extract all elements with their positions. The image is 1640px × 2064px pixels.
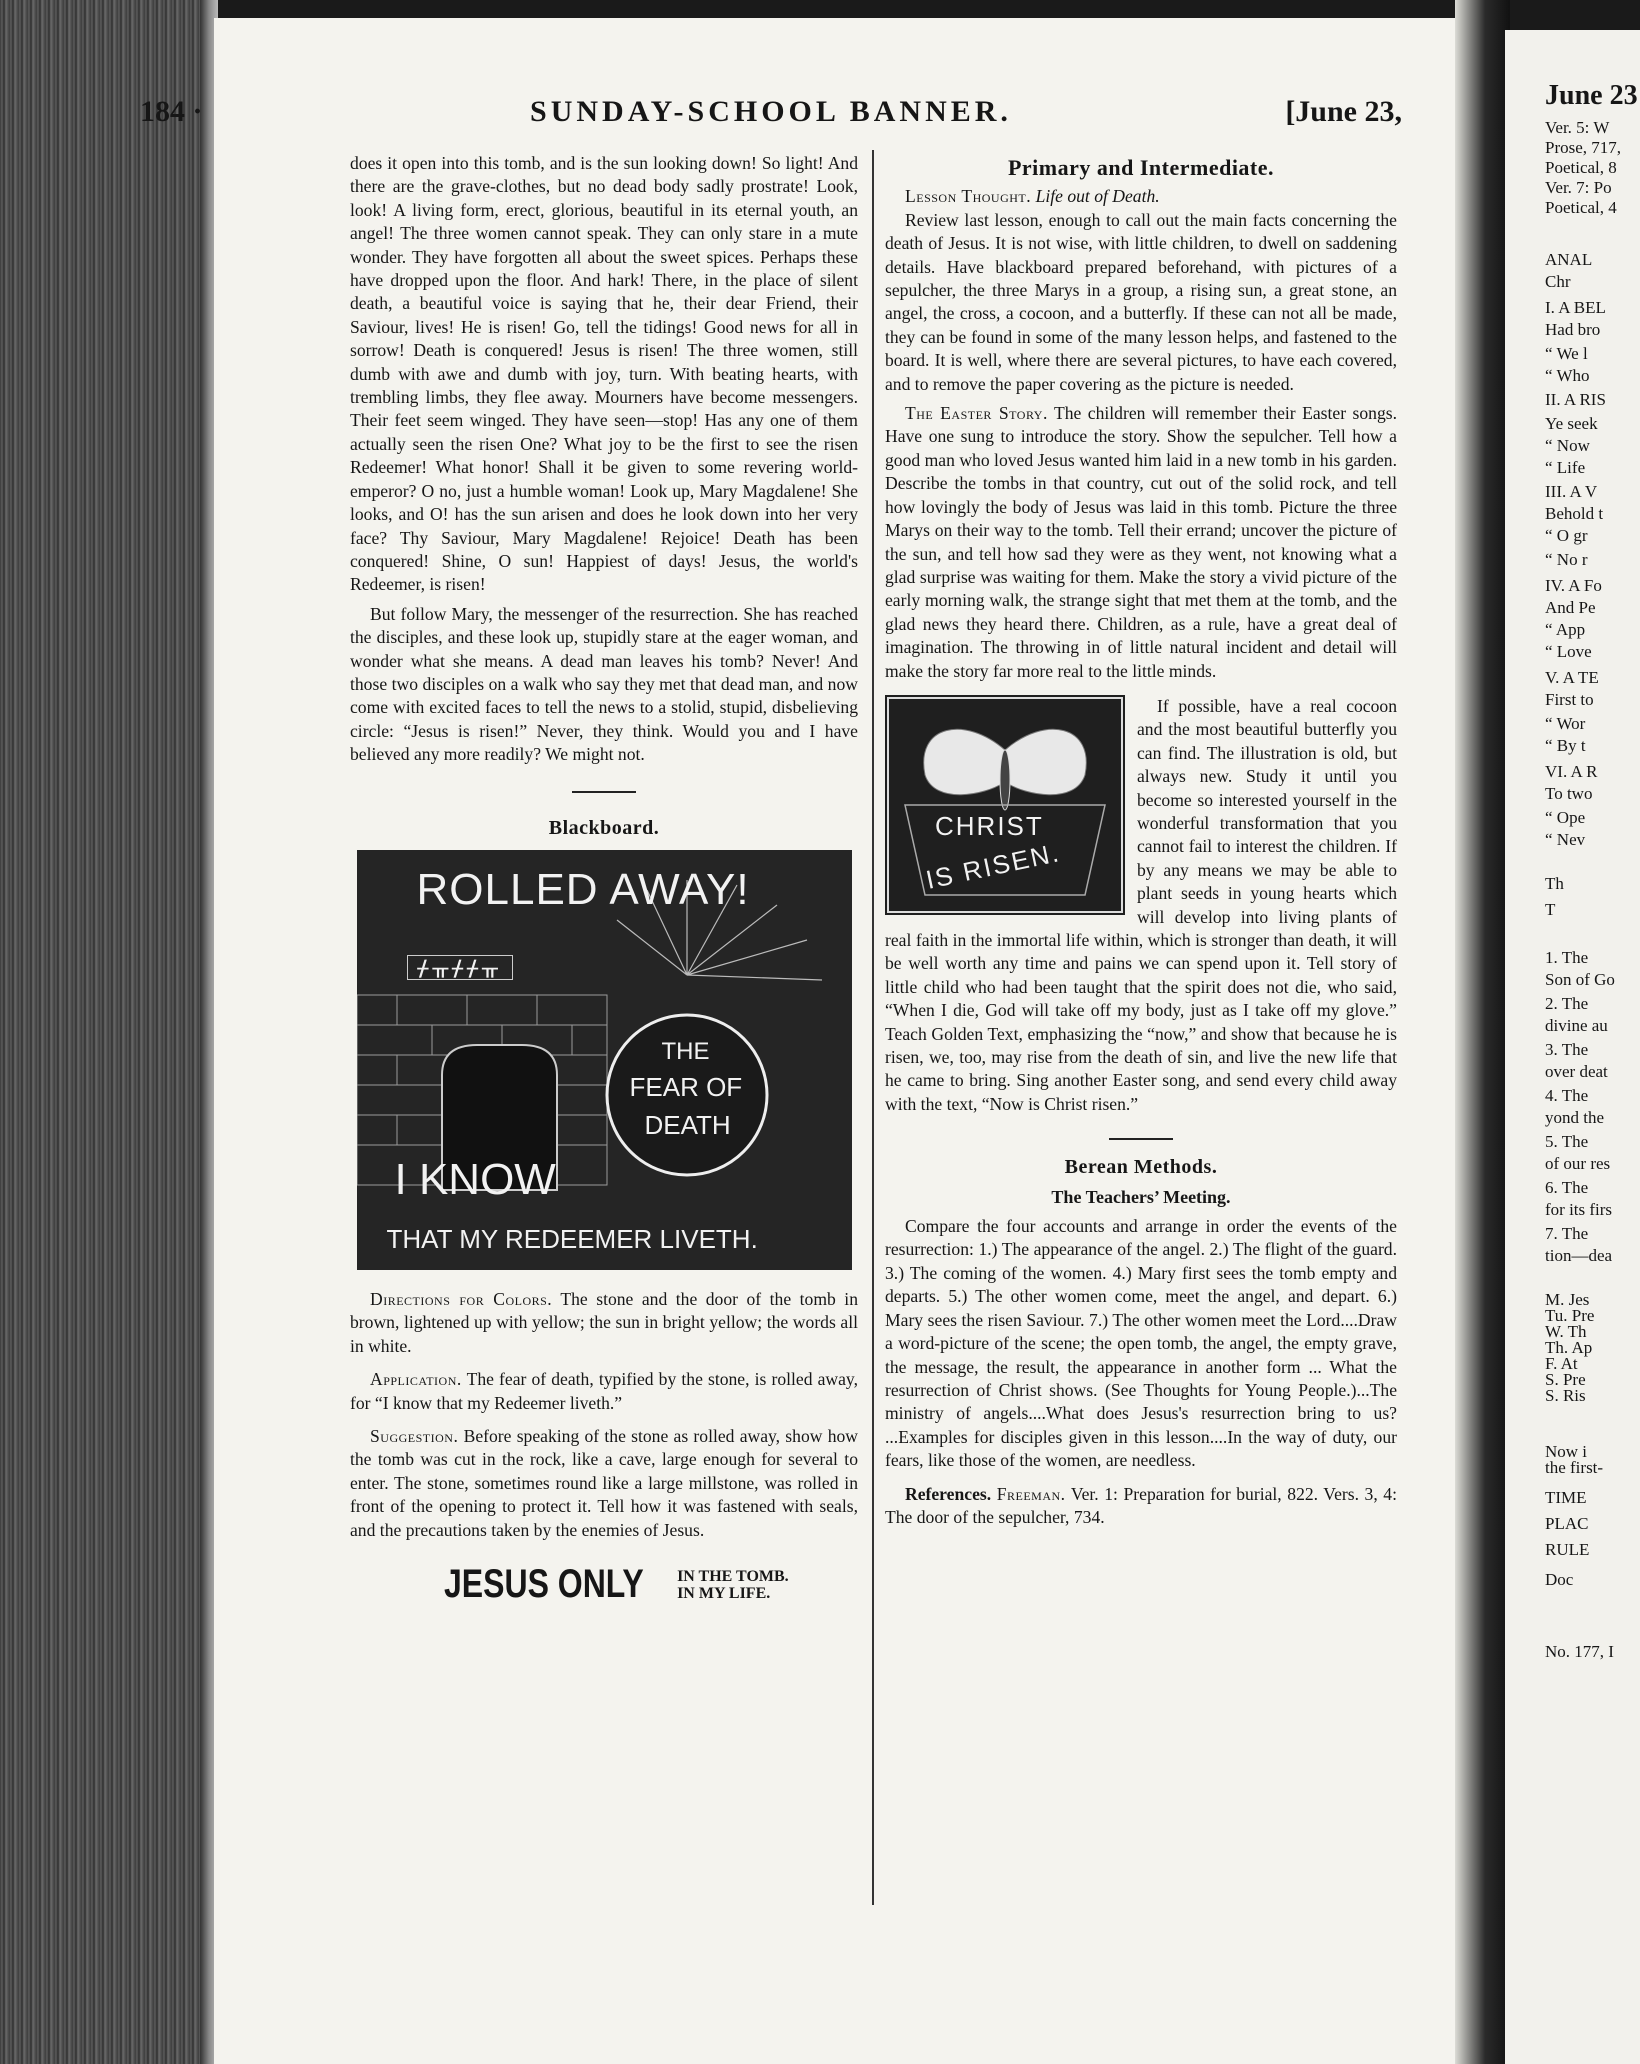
right-page-fragment: “ Ope (1545, 808, 1586, 827)
right-page-fragment: Behold t (1545, 504, 1604, 523)
motto-main: JESUS ONLY (444, 1562, 645, 1607)
right-page-fragment: Ye seek (1545, 414, 1598, 433)
motto-line-b: IN MY LIFE. (677, 1585, 771, 1603)
right-page-fragment: “ Love (1545, 642, 1592, 661)
right-page-fragment: S. Ris (1545, 1386, 1586, 1405)
christ-is-risen-illustration (885, 695, 1125, 915)
narrative-paragraph: But follow Mary, the messenger of the resurrection. She has reached the disciples, and these look up, stupidly stare at the eager woman, and wonder what she means. A dead man leaves his tomb? Never! And those two disciples on a walk who say they met that dead man, and now come with excited faces to tell the news to a stolid, stupid, disbelieving circle: “Jesus is risen!” Never, they think. Would you and I have believed any more readily? We might not. (350, 603, 858, 765)
cocoon-paragraph: If possible, have a real cocoon and the most beautiful butterfly you can find. The illustration is old, but always new. Study it until you become so interested yourself in the wonderful transformation that you cannot fail to interest the children. If by any means we may be able to plant seeds in young hearts which will develop into living plants of real faith in the immortal life within, which is stronger than death, it will be well worth any time and pains we can spend upon it. Tell story of little child who had been taught that the spirit does not die, who said, “When I die, God will take off my body, just as I take off my glove.” Teach Golden Text, emphasizing the “now,” and show that because he is risen, we, too, may rise from the death of sin, and live the new life that he came to bring. Sing another Easter song, and send every child away with the text, “Now is Christ risen.” (885, 695, 1397, 1114)
book-spine (0, 0, 215, 2064)
right-page-fragment: IV. A Fo (1545, 576, 1602, 595)
right-page-fragment: “ App (1545, 620, 1586, 639)
right-page-fragment: TIME (1545, 1488, 1587, 1507)
right-page-fragment: And Pe (1545, 598, 1596, 617)
right-page-fragment: Ver. 5: W (1545, 118, 1610, 137)
illustration-line-1: CHRIST (935, 810, 1044, 841)
right-page-fragment: W. Th (1545, 1322, 1587, 1341)
right-page-fragment: No. 177, I (1545, 1642, 1614, 1661)
right-page-fragment: “ By t (1545, 736, 1586, 755)
right-page-fragment: “ Now (1545, 436, 1590, 455)
blackboard-redeemer: THAT MY REDEEMER LIVETH. (386, 1223, 758, 1254)
right-page-fragment: Doc (1545, 1570, 1574, 1589)
lesson-text: Life out of Death. (1035, 186, 1160, 207)
right-page-fragment: over deat (1545, 1062, 1608, 1081)
book-gutter (1455, 0, 1510, 2064)
primary-heading: Primary and Intermediate. (1007, 155, 1275, 180)
left-column (350, 152, 858, 1607)
right-page-fragment: Th (1545, 874, 1564, 893)
right-page-fragment: RULE (1545, 1540, 1590, 1559)
right-page-fragment: T (1545, 900, 1556, 919)
references-label: References. (905, 1483, 992, 1504)
suggestion-label: Suggestion. (370, 1426, 459, 1446)
stone-text-2: FEAR OF (629, 1071, 743, 1102)
right-page (1505, 30, 1640, 2064)
easter-text: The children will remember their Easter songs. Have one sung to introduce the story. Show the sepulcher. Tell how a good man who loved Jesus wanted him laid in a new tomb in his garden. Describe the tombs in that country, cut out of the solid rock, and tell how lovingly the body of Jesus was laid in this tomb. Picture the three Marys on their way to the tomb. Tell their errand; uncover the picture of the sun, and tell how sad they were as they went, not knowing what a glad surprise was waiting for them. Make the story a vivid picture of the early morning walk, the strange sight that met them at the tomb, and the glad news they heard there. Children, as a rule, have a great deal of imagination. The throwing in of little natural incident and detail will make the story far more real to the little minds. (885, 403, 1397, 681)
running-title: SUNDAY-SCHOOL BANNER. (530, 95, 1012, 128)
right-page-fragment: 1. The (1545, 948, 1589, 967)
references-text: Ver. 1: Preparation for burial, 822. Vers. 3, 4: The door of the sepulcher, 734. (885, 1483, 1397, 1527)
right-page-fragment: I. A BEL (1545, 298, 1606, 317)
right-page-fragment: V. A TE (1545, 668, 1599, 687)
suggestion-paragraph (350, 1425, 858, 1542)
right-page-fragment: 7. The (1545, 1224, 1589, 1243)
right-page-fragment: S. Pre (1545, 1370, 1586, 1389)
right-page-fragment: Prose, 717, (1545, 138, 1622, 157)
right-page-fragment: 6. The (1545, 1178, 1589, 1197)
lesson-label: Lesson Thought. (905, 186, 1032, 207)
right-page-fragment: 3. The (1545, 1040, 1589, 1059)
right-page-fragment: III. A V (1545, 482, 1598, 501)
right-page-fragment: Th. Ap (1545, 1338, 1593, 1357)
right-page-fragment: “ Life (1545, 458, 1586, 477)
references-author: Freeman. (996, 1483, 1066, 1504)
butterfly-section (885, 695, 1397, 1116)
right-page-fragment: II. A RIS (1545, 390, 1606, 409)
right-page-fragment: for its firs (1545, 1200, 1613, 1219)
butterfly-drawing (885, 695, 1125, 915)
right-page-fragment: First to (1545, 690, 1594, 709)
directions-paragraph (350, 1288, 858, 1358)
right-page-fragment: the first- (1545, 1458, 1604, 1477)
right-page-fragment: Son of Go (1545, 970, 1615, 989)
right-page-fragment: Had bro (1545, 320, 1601, 339)
page-number: 184 · (140, 95, 203, 128)
application-label: Application. (370, 1369, 462, 1390)
easter-label: The Easter Story. (905, 403, 1048, 424)
stone-text-1: THE (661, 1037, 710, 1065)
right-page-fragment: “ We l (1545, 344, 1588, 363)
right-page-fragment: 2. The (1545, 994, 1589, 1013)
right-page-fragment: “ Nev (1545, 830, 1586, 849)
blackboard-heading: Blackboard. (548, 816, 660, 839)
illustration-line-2: IS RISEN. (923, 837, 1063, 895)
stone-text-3: DEATH (644, 1109, 731, 1140)
blackboard-illustration (357, 850, 852, 1270)
right-page-fragment: “ O gr (1545, 526, 1588, 545)
right-page-fragment: Tu. Pre (1545, 1306, 1595, 1325)
right-page-fragment: Now i (1545, 1442, 1588, 1461)
right-page-fragment: “ Wor (1545, 714, 1586, 733)
review-paragraph: Review last lesson, enough to call out the main facts concerning the death of Jesus. It is not wise, with little children, to dwell on saddening details. Have blackboard prepared beforehand, with pictures of a sepulcher, the three Marys in a group, a rising sun, a great stone, an angel, the cross, a cocoon, and a butterfly. If these can not all be made, they can be found in some of the many lesson helps, and fastened to the board. It is well, where there are several pictures, to have each covered, and to remove the paper covering as the picture is needed. (885, 209, 1397, 394)
hebrew-inscription: ᚋᚂᚋᚋᚂ (407, 955, 513, 980)
directions-text: The stone and the door of the tomb in brown, lightened up with yellow; the sun in bright yellow; the words all in white. (350, 1288, 858, 1356)
right-page-fragment: PLAC (1545, 1514, 1589, 1533)
application-text: The fear of death, typified by the stone, is rolled away, for “I know that my Redeemer liveth.” (350, 1369, 858, 1413)
section-divider (1109, 1138, 1173, 1140)
right-page-fragment: yond the (1545, 1108, 1605, 1127)
motto (350, 1562, 858, 1607)
application-paragraph (350, 1368, 858, 1415)
right-page-fragment: 5. The (1545, 1132, 1589, 1151)
column-divider (872, 150, 874, 1905)
right-page-fragment: Ver. 7: Po (1545, 178, 1612, 197)
right-page-fragment: of our res (1545, 1154, 1611, 1173)
berean-heading: Berean Methods. (1064, 1156, 1218, 1179)
easter-paragraph (885, 402, 1397, 683)
right-page-fragment: VI. A R (1545, 762, 1598, 781)
references-paragraph (885, 1483, 1397, 1530)
right-page-fragment: “ No r (1545, 550, 1588, 569)
right-page-fragment: 4. The (1545, 1086, 1589, 1105)
page-header (140, 95, 1402, 135)
motto-stack (677, 1568, 789, 1602)
suggestion-text: Before speaking of the stone as rolled away, show how the tomb was cut in the rock, like a cave, large enough for several to enter. The stone, sometimes round like a large millstone, was rolled in front of the opening to protect it. Tell how it was fastened with seals, and the precautions taken by the enemies of Jesus. (350, 1426, 858, 1540)
right-page-fragment: Poetical, 4 (1545, 198, 1617, 217)
right-page-fragment: “ Who (1545, 366, 1590, 385)
section-divider (572, 791, 636, 793)
narrative-paragraph: does it open into this tomb, and is the sun looking down! So light! And there are the grave-clothes, but no dead body sadly prostrate! Look, look! A living form, erect, glorious, beautiful in its eternal youth, an angel! The three women cannot speak. They can only stare in a mute wonder. They have forgotten all about the sweet spices. Perhaps these have dropped upon the floor. And hark! There, in the place of silent death, a beautiful voice is saying that he, their dear Friend, their Saviour, lives! He is risen! Go, tell the tidings! Good news for all in sorrow! Death is conquered! Jesus is risen! The three women, still dumb with awe and dumb with joy, turn. With beating hearts, with trembling limbs, they flee away. Mourners have become messengers. Their feet seem winged. They have seen—stop! Has any one of them actually seen the risen One? What joy to be the first to see the risen Redeemer! What honor! Shall it be given to some revering world-emperor? O no, just a humble woman! Look up, Mary Magdalene! She looks, and O! has the sun arisen and does he look down into her very face? Thy Saviour, Mary Magdalene! Rejoice! Death has been conquered! Shine, O sun! Happiest of days! Jesus, the world's Redeemer, is risen! (350, 153, 858, 595)
right-page-fragment: June 23 (1545, 80, 1638, 111)
right-page-fragment: Poetical, 8 (1545, 158, 1617, 177)
blackboard-title: ROLLED AWAY! (416, 864, 750, 914)
teachers-heading: The Teachers’ Meeting. (1051, 1186, 1231, 1207)
right-page-fragment: Chr (1545, 272, 1571, 291)
blackboard-i-know: I KNOW (394, 1154, 556, 1204)
right-page-fragment: To two (1545, 784, 1593, 803)
right-page-fragment: F. At (1545, 1354, 1578, 1373)
right-page-fragment: M. Jes (1545, 1290, 1590, 1309)
teachers-paragraph: Compare the four accounts and arrange in order the events of the resurrection: 1.) The appearance of the angel. 2.) The flight of the guard. 3.) The coming of the women. 4.) Mary first sees the tomb empty and departs. 5.) The other women come, meet the angel, and depart. 6.) Mary sees the risen Saviour. 7.) The other women meet the Lord....Draw a word-picture of the scene; the open tomb, the angel, the empty grave, the message, the result, the appearance in another form ... What the resurrection of Christ shows. (See Thoughts for Young People.)...The ministry of angels....What does Jesus's resurrection bring to us? ...Examples for disciples given in this lesson....In the way of duty, our fears, like those of the women, are needless. (885, 1216, 1397, 1471)
header-date: [June 23, (1285, 95, 1402, 128)
lesson-thought (885, 185, 1397, 208)
directions-label: Directions for Colors. (370, 1288, 553, 1309)
motto-line-a: IN THE TOMB. (677, 1568, 789, 1586)
right-column (885, 152, 1397, 1529)
right-page-fragment: ANAL (1545, 250, 1593, 269)
right-page-fragment: tion—dea (1545, 1246, 1613, 1265)
right-page-fragment: divine au (1545, 1016, 1608, 1035)
